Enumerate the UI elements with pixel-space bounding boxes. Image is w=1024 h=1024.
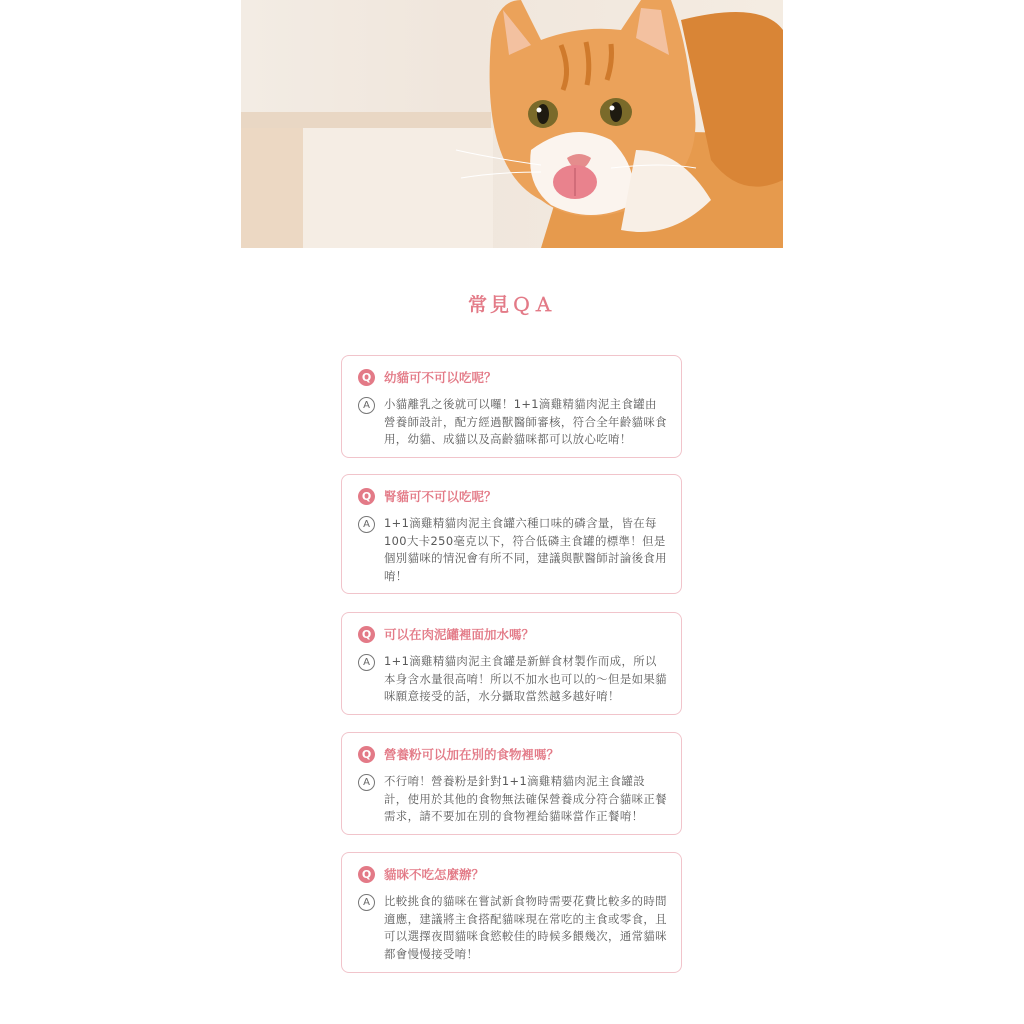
cat-illustration [241, 0, 783, 248]
faq-answer: 1+1滴雞精貓肉泥主食罐是新鮮食材製作而成，所以本身含水量很高唷！所以不加水也可以的～但是如果貓咪願意接受的話，水分攝取當然越多越好唷！ [384, 654, 667, 703]
answer-badge-icon: A [358, 654, 375, 671]
hero-cat-photo [241, 0, 783, 248]
faq-answer: 1+1滴雞精貓肉泥主食罐六種口味的磷含量，皆在每100大卡250毫克以下，符合低磷主食罐的標準！但是個別貓咪的情況會有所不同，建議與獸醫師討論後食用唷！ [384, 516, 667, 583]
faq-question-row[interactable] [358, 368, 669, 388]
question-badge-icon: Q [358, 746, 375, 763]
faq-question-row[interactable] [358, 625, 669, 645]
question-badge-icon: Q [358, 369, 375, 386]
faq-question: 營養粉可以加在別的食物裡嗎？ [384, 747, 560, 762]
faq-question: 可以在肉泥罐裡面加水嗎？ [384, 627, 535, 642]
faq-question-row[interactable] [358, 487, 669, 507]
answer-badge-icon: A [358, 774, 375, 791]
faq-question-row[interactable] [358, 865, 669, 885]
faq-answer-row [358, 653, 667, 706]
faq-answer: 比較挑食的貓咪在嘗試新食物時需要花費比較多的時間適應，建議將主食搭配貓咪現在常吃的主食或零食，且可以選擇夜間貓咪食慾較佳的時候多餵幾次，通常貓咪都會慢慢接受唷！ [384, 894, 667, 961]
answer-badge-icon: A [358, 397, 375, 414]
faq-question-row[interactable] [358, 745, 669, 765]
question-badge-icon: Q [358, 626, 375, 643]
answer-badge-icon: A [358, 516, 375, 533]
faq-question: 貓咪不吃怎麼辦？ [384, 867, 485, 882]
faq-card [341, 732, 682, 835]
faq-answer-row [358, 515, 667, 585]
faq-answer-row [358, 396, 667, 449]
faq-answer-row [358, 773, 667, 826]
faq-answer: 不行唷！營養粉是針對1+1滴雞精貓肉泥主食罐設計，使用於其他的食物無法確保營養成分符合貓咪正餐需求，請不要加在別的食物裡給貓咪當作正餐唷！ [384, 774, 667, 823]
faq-card [341, 852, 682, 973]
faq-card [341, 474, 682, 594]
faq-card [341, 612, 682, 715]
faq-answer-row [358, 893, 667, 963]
faq-question: 腎貓可不可以吃呢？ [384, 489, 497, 504]
faq-question: 幼貓可不可以吃呢？ [384, 370, 497, 385]
answer-badge-icon: A [358, 894, 375, 911]
question-badge-icon: Q [358, 866, 375, 883]
question-badge-icon: Q [358, 488, 375, 505]
faq-answer: 小貓離乳之後就可以囉！1+1滴雞精貓肉泥主食罐由營養師設計，配方經過獸醫師審核，符合全年齡貓咪食用，幼貓、成貓以及高齡貓咪都可以放心吃唷！ [384, 397, 667, 446]
section-title: 常見ＱＡ [467, 294, 556, 316]
faq-card [341, 355, 682, 458]
